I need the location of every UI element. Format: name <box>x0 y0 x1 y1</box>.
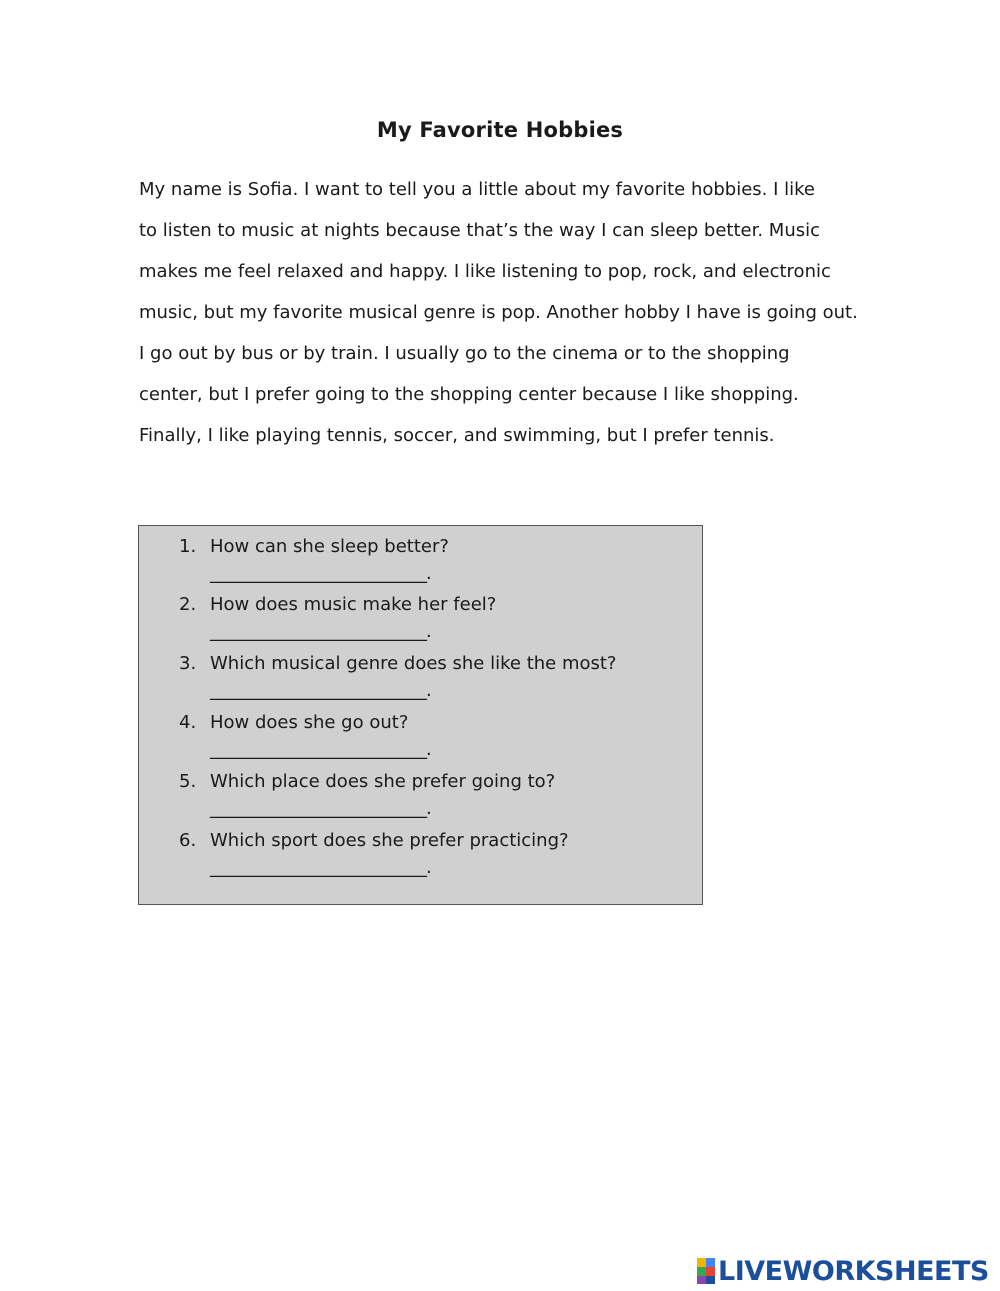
passage-line: center, but I prefer going to the shopping center because I like shopping. <box>139 384 799 405</box>
answer-blank[interactable]: ___________________________. <box>210 621 431 642</box>
passage-line: My name is Sofia. I want to tell you a little about my favorite hobbies. I like <box>139 179 816 200</box>
answer-blank[interactable]: ___________________________. <box>210 857 431 878</box>
question-number: 4. <box>179 712 197 733</box>
logo-block <box>697 1267 706 1276</box>
answer-blank[interactable]: ___________________________. <box>210 798 431 819</box>
question-number: 6. <box>179 830 197 851</box>
question-number: 1. <box>179 536 197 557</box>
question-number: 5. <box>179 771 197 792</box>
question-text: How does music make her feel? <box>210 594 497 615</box>
question-number: 3. <box>179 653 197 674</box>
logo-blocks-icon <box>697 1258 715 1284</box>
logo-block <box>706 1276 715 1284</box>
logo-block <box>706 1258 715 1267</box>
question-item <box>179 594 496 642</box>
passage-line: Finally, I like playing tennis, soccer, and swimming, but I prefer tennis. <box>139 425 775 446</box>
question-item <box>179 653 617 701</box>
reading-passage <box>139 172 879 459</box>
passage-line: I go out by bus or by train. I usually go to the cinema or to the shopping <box>139 343 790 364</box>
logo-block <box>706 1267 715 1276</box>
question-text: Which musical genre does she like the most? <box>210 653 617 674</box>
question-number: 2. <box>179 594 197 615</box>
logo-block <box>697 1276 706 1284</box>
question-item <box>179 536 449 584</box>
logo-text: LIVEWORKSHEETS <box>718 1255 989 1287</box>
passage-line: to listen to music at nights because that’s the way I can sleep better. Music <box>139 220 821 241</box>
question-item <box>179 712 431 760</box>
passage-line: makes me feel relaxed and happy. I like listening to pop, rock, and electronic <box>139 261 831 282</box>
question-item <box>179 771 555 819</box>
question-text: How can she sleep better? <box>210 536 449 557</box>
answer-blank[interactable]: ___________________________. <box>210 739 431 760</box>
questions-box <box>138 525 703 905</box>
passage-line: music, but my favorite musical genre is pop. Another hobby I have is going out. <box>139 302 858 323</box>
question-text: Which sport does she prefer practicing? <box>210 830 569 851</box>
liveworksheets-logo <box>697 1255 989 1287</box>
question-item <box>179 830 569 878</box>
worksheet-title: My Favorite Hobbies <box>376 118 624 142</box>
logo-block <box>697 1258 706 1267</box>
question-text: Which place does she prefer going to? <box>210 771 556 792</box>
question-text: How does she go out? <box>210 712 409 733</box>
answer-blank[interactable]: ___________________________. <box>210 680 431 701</box>
answer-blank[interactable]: ___________________________. <box>210 563 431 584</box>
